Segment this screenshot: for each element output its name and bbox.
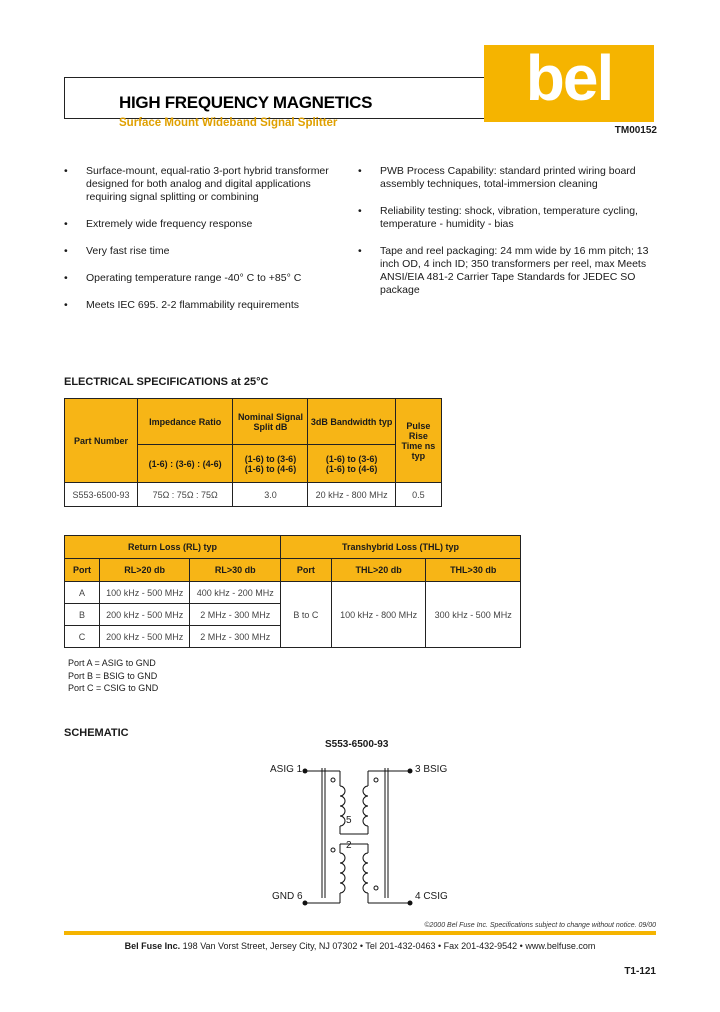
polarity-dot bbox=[331, 848, 335, 852]
list-item: • Operating temperature range -40° C to +85° C bbox=[64, 272, 302, 284]
port-note: Port C = CSIG to GND bbox=[68, 683, 159, 693]
polarity-dot bbox=[374, 886, 378, 890]
col-thl20: THL>20 db bbox=[331, 559, 426, 582]
cell-bandwidth: 20 kHz - 800 MHz bbox=[308, 483, 395, 507]
col-port: Port bbox=[65, 559, 100, 582]
col-port-2: Port bbox=[281, 559, 332, 582]
cell-port: B bbox=[65, 604, 100, 626]
cell-thl30: 300 kHz - 500 MHz bbox=[426, 582, 521, 648]
col-signal-split: Nominal Signal Split dB bbox=[233, 399, 308, 445]
polarity-dot bbox=[374, 778, 378, 782]
schematic-heading: SCHEMATIC bbox=[64, 727, 129, 739]
pin-dot bbox=[408, 901, 413, 906]
feature-list-left bbox=[64, 165, 349, 326]
cell-part: S553-6500-93 bbox=[65, 483, 138, 507]
pin-dot bbox=[303, 769, 308, 774]
pin-label-bsig: 3 BSIG bbox=[415, 764, 448, 775]
pin-label-5: 5 bbox=[346, 815, 352, 826]
cell-rl20: 200 kHz - 500 MHz bbox=[99, 626, 190, 648]
col-thl30: THL>30 db bbox=[426, 559, 521, 582]
electrical-specs-heading: ELECTRICAL SPECIFICATIONS at 25°C bbox=[64, 376, 269, 388]
pin-label-2: 2 bbox=[346, 840, 352, 851]
feature-list-right bbox=[358, 165, 658, 311]
page-subtitle: Surface Mount Wideband Signal Splitter bbox=[119, 117, 338, 129]
cell-impedance: 75Ω : 75Ω : 75Ω bbox=[137, 483, 233, 507]
col-part-number: Part Number bbox=[65, 399, 138, 483]
impedance-sub: (1-6) : (3-6) : (4-6) bbox=[137, 445, 233, 483]
thl-header: Transhybrid Loss (THL) typ bbox=[281, 536, 521, 559]
pin-label-asig: ASIG 1 bbox=[270, 764, 303, 775]
cell-rl30: 400 kHz - 200 MHz bbox=[190, 582, 281, 604]
col-rl20: RL>20 db bbox=[99, 559, 190, 582]
list-item: • Tape and reel packaging: 24 mm wide by 16 mm pitch; 13 inch OD, 4 inch ID; 350 transformers per reel, max Meets ANSI/EIA 481-2 Carrier Tape Standards for JEDEC SO package bbox=[358, 245, 649, 296]
col-rise-time: Pulse Rise Time ns typ bbox=[395, 399, 441, 483]
page-title: HIGH FREQUENCY MAGNETICS bbox=[119, 93, 373, 112]
list-item: • Surface-mount, equal-ratio 3-port hybrid transformer designed for both analog and digital applications requiring signal splitting or combining bbox=[64, 165, 329, 203]
table-row bbox=[65, 483, 442, 507]
company-address: 198 Van Vorst Street, Jersey City, NJ 07302 • Tel 201-432-0463 • Fax 201-432-9542 • www.belfuse.com bbox=[182, 941, 596, 951]
pin-dot bbox=[303, 901, 308, 906]
port-note: Port B = BSIG to GND bbox=[68, 670, 158, 681]
cell-rl20: 100 kHz - 500 MHz bbox=[99, 582, 190, 604]
bel-logo: bel bbox=[484, 45, 654, 122]
list-item: • Meets IEC 695. 2-2 flammability requirements bbox=[64, 299, 299, 311]
split-sub: (1-6) to (3-6) (1-6) to (4-6) bbox=[233, 445, 308, 483]
port-note: Port A = ASIG to GND bbox=[68, 658, 156, 668]
schematic-part-number: S553-6500-93 bbox=[325, 739, 389, 750]
col-bandwidth: 3dB Bandwidth typ bbox=[308, 399, 395, 445]
doc-code: TM00152 bbox=[614, 125, 657, 136]
cell-rl30: 2 MHz - 300 MHz bbox=[190, 626, 281, 648]
pin-label-csig: 4 CSIG bbox=[415, 891, 448, 902]
pin-dot bbox=[408, 769, 413, 774]
company-name: Bel Fuse Inc. bbox=[124, 941, 181, 951]
port-notes bbox=[68, 657, 158, 695]
list-item: • Reliability testing: shock, vibration, temperature cycling, temperature - humidity - bias bbox=[358, 205, 638, 230]
cell-rise: 0.5 bbox=[395, 483, 441, 507]
list-item: • Very fast rise time bbox=[64, 245, 170, 257]
cell-thl-port: B to C bbox=[281, 582, 332, 648]
cell-rl20: 200 kHz - 500 MHz bbox=[99, 604, 190, 626]
rl-header: Return Loss (RL) typ bbox=[65, 536, 281, 559]
pin-label-gnd: GND 6 bbox=[272, 891, 303, 902]
col-rl30: RL>30 db bbox=[190, 559, 281, 582]
cell-split: 3.0 bbox=[233, 483, 308, 507]
bandwidth-sub: (1-6) to (3-6) (1-6) to (4-6) bbox=[308, 445, 395, 483]
list-item: • Extremely wide frequency response bbox=[64, 218, 253, 230]
list-item: • PWB Process Capability: standard printed wiring board assembly techniques, total-immersion cleaning bbox=[358, 165, 636, 190]
col-impedance: Impedance Ratio bbox=[137, 399, 233, 445]
footer-divider bbox=[64, 931, 656, 935]
spec-table bbox=[64, 398, 442, 507]
table-row bbox=[65, 582, 521, 604]
cell-port: C bbox=[65, 626, 100, 648]
loss-table bbox=[64, 535, 521, 648]
page-number: T1-121 bbox=[624, 966, 656, 977]
polarity-dot bbox=[331, 778, 335, 782]
footer-contact bbox=[64, 941, 656, 951]
cell-port: A bbox=[65, 582, 100, 604]
cell-thl20: 100 kHz - 800 MHz bbox=[331, 582, 426, 648]
cell-rl30: 2 MHz - 300 MHz bbox=[190, 604, 281, 626]
copyright-notice: ©2000 Bel Fuse Inc. Specifications subject to change without notice. 09/00 bbox=[424, 922, 656, 929]
